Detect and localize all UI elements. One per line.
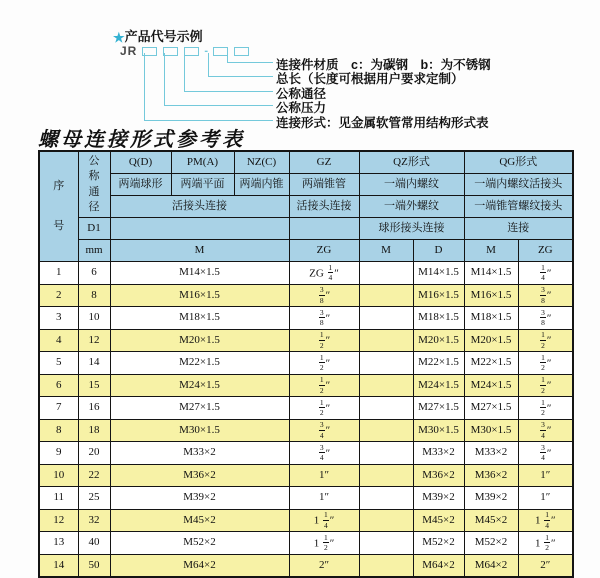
header-nz-desc: 两端内锥: [234, 174, 289, 196]
header-blank-gz: [289, 218, 359, 240]
cell-m: M52×2: [110, 532, 289, 555]
header-union-gz: 活接头连接: [289, 196, 359, 218]
fraction: $\frac{3}{4}$: [319, 442, 324, 463]
diagram-label-material: 连接件材质 c：为碳钢 b：为不锈钢: [276, 58, 491, 72]
cell-m: M33×2: [110, 442, 289, 465]
header-gz-desc: 两端锥管: [289, 174, 359, 196]
cell-dn: 6: [78, 262, 110, 285]
cell-seq: 10: [39, 464, 78, 487]
connector-line-connection: [144, 53, 273, 121]
header-qg-row4: 连接: [464, 218, 573, 240]
fraction: $\frac{1}{4}$: [328, 262, 333, 283]
cell-qg-m: M33×2: [464, 442, 518, 465]
cell-dn: 50: [78, 554, 110, 577]
cell-m: M14×1.5: [110, 262, 289, 285]
header-zg-unit: ZG: [289, 240, 359, 262]
cell-seq: 14: [39, 554, 78, 577]
header-nz-code: NZ(C): [234, 151, 289, 174]
diagram-label-length: 总长（长度可根据用户要求定制）: [276, 72, 464, 86]
table-row: [39, 352, 573, 375]
cell-seq: 11: [39, 487, 78, 510]
code-dash: -: [204, 44, 209, 57]
header-qz-row2: 一端内螺纹: [359, 174, 464, 196]
cell-dn: 15: [78, 374, 110, 397]
fraction: $\frac{1}{2}$: [541, 352, 545, 373]
cell-qz-m: [359, 329, 413, 352]
cell-qz-d: M16×1.5: [413, 284, 464, 307]
cell-gz: $\frac{3}{8}$ ″: [289, 284, 359, 307]
cell-qg-m: M27×1.5: [464, 397, 518, 420]
cell-dn: 32: [78, 509, 110, 532]
header-qg-row2: 一端内螺纹活接头: [464, 174, 573, 196]
cell-m: M64×2: [110, 554, 289, 577]
cell-qg-m: M18×1.5: [464, 307, 518, 330]
header-dia: 公 称 通 径: [78, 151, 110, 218]
cell-m: M22×1.5: [110, 352, 289, 375]
cell-qg-m: M24×1.5: [464, 374, 518, 397]
cell-qz-d: M27×1.5: [413, 397, 464, 420]
table-body: [39, 262, 573, 578]
cell-m: M24×1.5: [110, 374, 289, 397]
cell-m: M27×1.5: [110, 397, 289, 420]
cell-gz: $\frac{3}{8}$ ″: [289, 307, 359, 330]
code-prefix: JR: [120, 44, 138, 58]
diagram-heading-text: 产品代号示例: [124, 29, 203, 44]
cell-dn: 12: [78, 329, 110, 352]
table-wrapper: [38, 150, 574, 578]
cell-qg-m: M30×1.5: [464, 419, 518, 442]
cell-qg-m: M64×2: [464, 554, 518, 577]
diagram-label-connection: 连接形式：见金属软管常用结构形式表: [276, 116, 489, 130]
cell-qz-m: [359, 532, 413, 555]
cell-qg-zg: $\frac{1}{2}$ ″: [518, 374, 573, 397]
cell-m: M16×1.5: [110, 284, 289, 307]
cell-qz-d: M24×1.5: [413, 374, 464, 397]
cell-seq: 3: [39, 307, 78, 330]
table-row: [39, 442, 573, 465]
cell-gz: 1″: [289, 464, 359, 487]
cell-qz-d: M30×1.5: [413, 419, 464, 442]
cell-seq: 9: [39, 442, 78, 465]
cell-qg-m: M52×2: [464, 532, 518, 555]
cell-qg-zg: 1 $\frac{1}{2}$ ″: [518, 532, 573, 555]
cell-qg-zg: $\frac{1}{4}$ ″: [518, 262, 573, 285]
header-qz-code: QZ形式: [359, 151, 464, 174]
header-pm-desc: 两端平面: [171, 174, 234, 196]
cell-qz-m: [359, 419, 413, 442]
cell-qg-zg: 1″: [518, 464, 573, 487]
cell-qg-m: M16×1.5: [464, 284, 518, 307]
table-row: [39, 329, 573, 352]
header-pm-code: PM(A): [171, 151, 234, 174]
nut-connection-table: [38, 150, 574, 578]
header-qz-row4: 球形接头连接: [359, 218, 464, 240]
table-row: [39, 284, 573, 307]
cell-qz-d: M22×1.5: [413, 352, 464, 375]
cell-seq: 7: [39, 397, 78, 420]
cell-qz-m: [359, 509, 413, 532]
cell-qz-d: M33×2: [413, 442, 464, 465]
cell-gz: 2″: [289, 554, 359, 577]
cell-gz: 1 $\frac{1}{2}$ ″: [289, 532, 359, 555]
table-row: [39, 374, 573, 397]
cell-qz-d: M36×2: [413, 464, 464, 487]
cell-dn: 8: [78, 284, 110, 307]
cell-m: M18×1.5: [110, 307, 289, 330]
cell-qg-m: M20×1.5: [464, 329, 518, 352]
cell-qz-d: M39×2: [413, 487, 464, 510]
fraction: $\frac{1}{4}$: [541, 262, 545, 283]
cell-qz-d: M45×2: [413, 509, 464, 532]
cell-dn: 20: [78, 442, 110, 465]
cell-qg-m: M22×1.5: [464, 352, 518, 375]
cell-qg-zg: $\frac{3}{8}$ ″: [518, 284, 573, 307]
product-code-diagram: [0, 0, 600, 130]
cell-qz-d: M20×1.5: [413, 329, 464, 352]
fraction: $\frac{3}{4}$: [541, 420, 545, 440]
cell-gz: $\frac{3}{4}$ ″: [289, 442, 359, 465]
cell-qg-m: M14×1.5: [464, 262, 518, 285]
table-row: [39, 262, 573, 285]
cell-qz-m: [359, 262, 413, 285]
fraction: $\frac{1}{2}$: [319, 375, 324, 395]
table-row: [39, 487, 573, 510]
cell-qg-m: M45×2: [464, 509, 518, 532]
table-row: [39, 554, 573, 577]
header-qg-zg-unit: ZG: [518, 240, 573, 262]
diagram-heading: [113, 26, 203, 46]
header-qg-m-unit: M: [464, 240, 518, 262]
cell-qg-zg: $\frac{3}{4}$ ″: [518, 419, 573, 442]
header-mm-unit: mm: [78, 240, 110, 262]
header-m-unit: M: [110, 240, 289, 262]
cell-qz-m: [359, 352, 413, 375]
header-gz-code: GZ: [289, 151, 359, 174]
star-icon: ★: [113, 30, 125, 45]
cell-qz-d: M64×2: [413, 554, 464, 577]
header-qg-row3: 一端锥管螺纹接头: [464, 196, 573, 218]
cell-qz-m: [359, 307, 413, 330]
cell-dn: 25: [78, 487, 110, 510]
cell-gz: ZG $\frac{1}{4}$ ″: [289, 262, 359, 285]
cell-seq: 4: [39, 329, 78, 352]
header-blank-left: [110, 218, 289, 240]
cell-m: M45×2: [110, 509, 289, 532]
cell-qz-m: [359, 554, 413, 577]
cell-gz: $\frac{1}{2}$ ″: [289, 352, 359, 375]
header-union-left: 活接头连接: [110, 196, 289, 218]
cell-dn: 16: [78, 397, 110, 420]
diagram-label-pressure: 公称压力: [276, 101, 327, 115]
header-d1: D1: [78, 218, 110, 240]
cell-seq: 2: [39, 284, 78, 307]
cell-qz-d: M14×1.5: [413, 262, 464, 285]
cell-m: M39×2: [110, 487, 289, 510]
cell-seq: 12: [39, 509, 78, 532]
header-qz-d-unit: D: [413, 240, 464, 262]
fraction: $\frac{1}{2}$: [319, 330, 324, 350]
fraction: $\frac{3}{8}$: [319, 307, 324, 328]
fraction: $\frac{1}{2}$: [319, 397, 324, 418]
table-row: [39, 307, 573, 330]
cell-qg-m: M36×2: [464, 464, 518, 487]
cell-seq: 6: [39, 374, 78, 397]
cell-dn: 10: [78, 307, 110, 330]
cell-dn: 18: [78, 419, 110, 442]
cell-gz: $\frac{1}{2}$ ″: [289, 397, 359, 420]
cell-qg-zg: 2″: [518, 554, 573, 577]
cell-qg-zg: $\frac{1}{2}$ ″: [518, 397, 573, 420]
cell-qg-zg: $\frac{1}{2}$ ″: [518, 352, 573, 375]
header-q-desc: 两端球形: [110, 174, 171, 196]
cell-qg-m: M39×2: [464, 487, 518, 510]
cell-gz: 1 $\frac{1}{4}$ ″: [289, 509, 359, 532]
cell-gz: $\frac{1}{2}$ ″: [289, 329, 359, 352]
table-row: [39, 419, 573, 442]
fraction: $\frac{1}{2}$: [323, 532, 328, 553]
table-row: [39, 509, 573, 532]
fraction: $\frac{3}{4}$: [319, 420, 324, 440]
header-qz-row3: 一端外螺纹: [359, 196, 464, 218]
header-qz-m-unit: M: [359, 240, 413, 262]
fraction: $\frac{3}{8}$: [319, 285, 324, 305]
cell-qz-m: [359, 442, 413, 465]
fraction: $\frac{1}{2}$: [319, 352, 324, 373]
header-seq: 序 号: [39, 151, 78, 262]
cell-m: M20×1.5: [110, 329, 289, 352]
cell-seq: 8: [39, 419, 78, 442]
cell-seq: 1: [39, 262, 78, 285]
cell-qg-zg: 1″: [518, 487, 573, 510]
fraction: $\frac{1}{2}$: [541, 397, 545, 418]
cell-qz-m: [359, 284, 413, 307]
fraction: $\frac{3}{4}$: [541, 442, 545, 463]
cell-gz: $\frac{1}{2}$ ″: [289, 374, 359, 397]
cell-qz-d: M52×2: [413, 532, 464, 555]
header-q-code: Q(D): [110, 151, 171, 174]
cell-qz-m: [359, 374, 413, 397]
cell-qz-m: [359, 487, 413, 510]
cell-qg-zg: $\frac{3}{4}$ ″: [518, 442, 573, 465]
cell-seq: 13: [39, 532, 78, 555]
table-row: [39, 532, 573, 555]
cell-qg-zg: $\frac{3}{8}$ ″: [518, 307, 573, 330]
cell-dn: 22: [78, 464, 110, 487]
fraction: $\frac{1}{4}$: [323, 510, 328, 530]
cell-gz: $\frac{3}{4}$ ″: [289, 419, 359, 442]
fraction: $\frac{1}{2}$: [541, 330, 545, 350]
cell-m: M30×1.5: [110, 419, 289, 442]
cell-dn: 14: [78, 352, 110, 375]
header-qg-code: QG形式: [464, 151, 573, 174]
fraction: $\frac{3}{8}$: [541, 307, 545, 328]
cell-m: M36×2: [110, 464, 289, 487]
diagram-label-diameter: 公称通径: [276, 87, 327, 101]
cell-qz-d: M18×1.5: [413, 307, 464, 330]
fraction: $\frac{1}{2}$: [545, 532, 549, 553]
fraction: $\frac{1}{4}$: [545, 510, 549, 530]
table-row: [39, 464, 573, 487]
cell-gz: 1″: [289, 487, 359, 510]
cell-qg-zg: $\frac{1}{2}$ ″: [518, 329, 573, 352]
cell-seq: 5: [39, 352, 78, 375]
table-header: [39, 151, 573, 262]
cell-qz-m: [359, 397, 413, 420]
table-row: [39, 397, 573, 420]
fraction: $\frac{3}{8}$: [541, 285, 545, 305]
cell-qz-m: [359, 464, 413, 487]
cell-qg-zg: 1 $\frac{1}{4}$ ″: [518, 509, 573, 532]
table-title: 螺母连接形式参考表: [38, 129, 245, 151]
fraction: $\frac{1}{2}$: [541, 375, 545, 395]
cell-dn: 40: [78, 532, 110, 555]
